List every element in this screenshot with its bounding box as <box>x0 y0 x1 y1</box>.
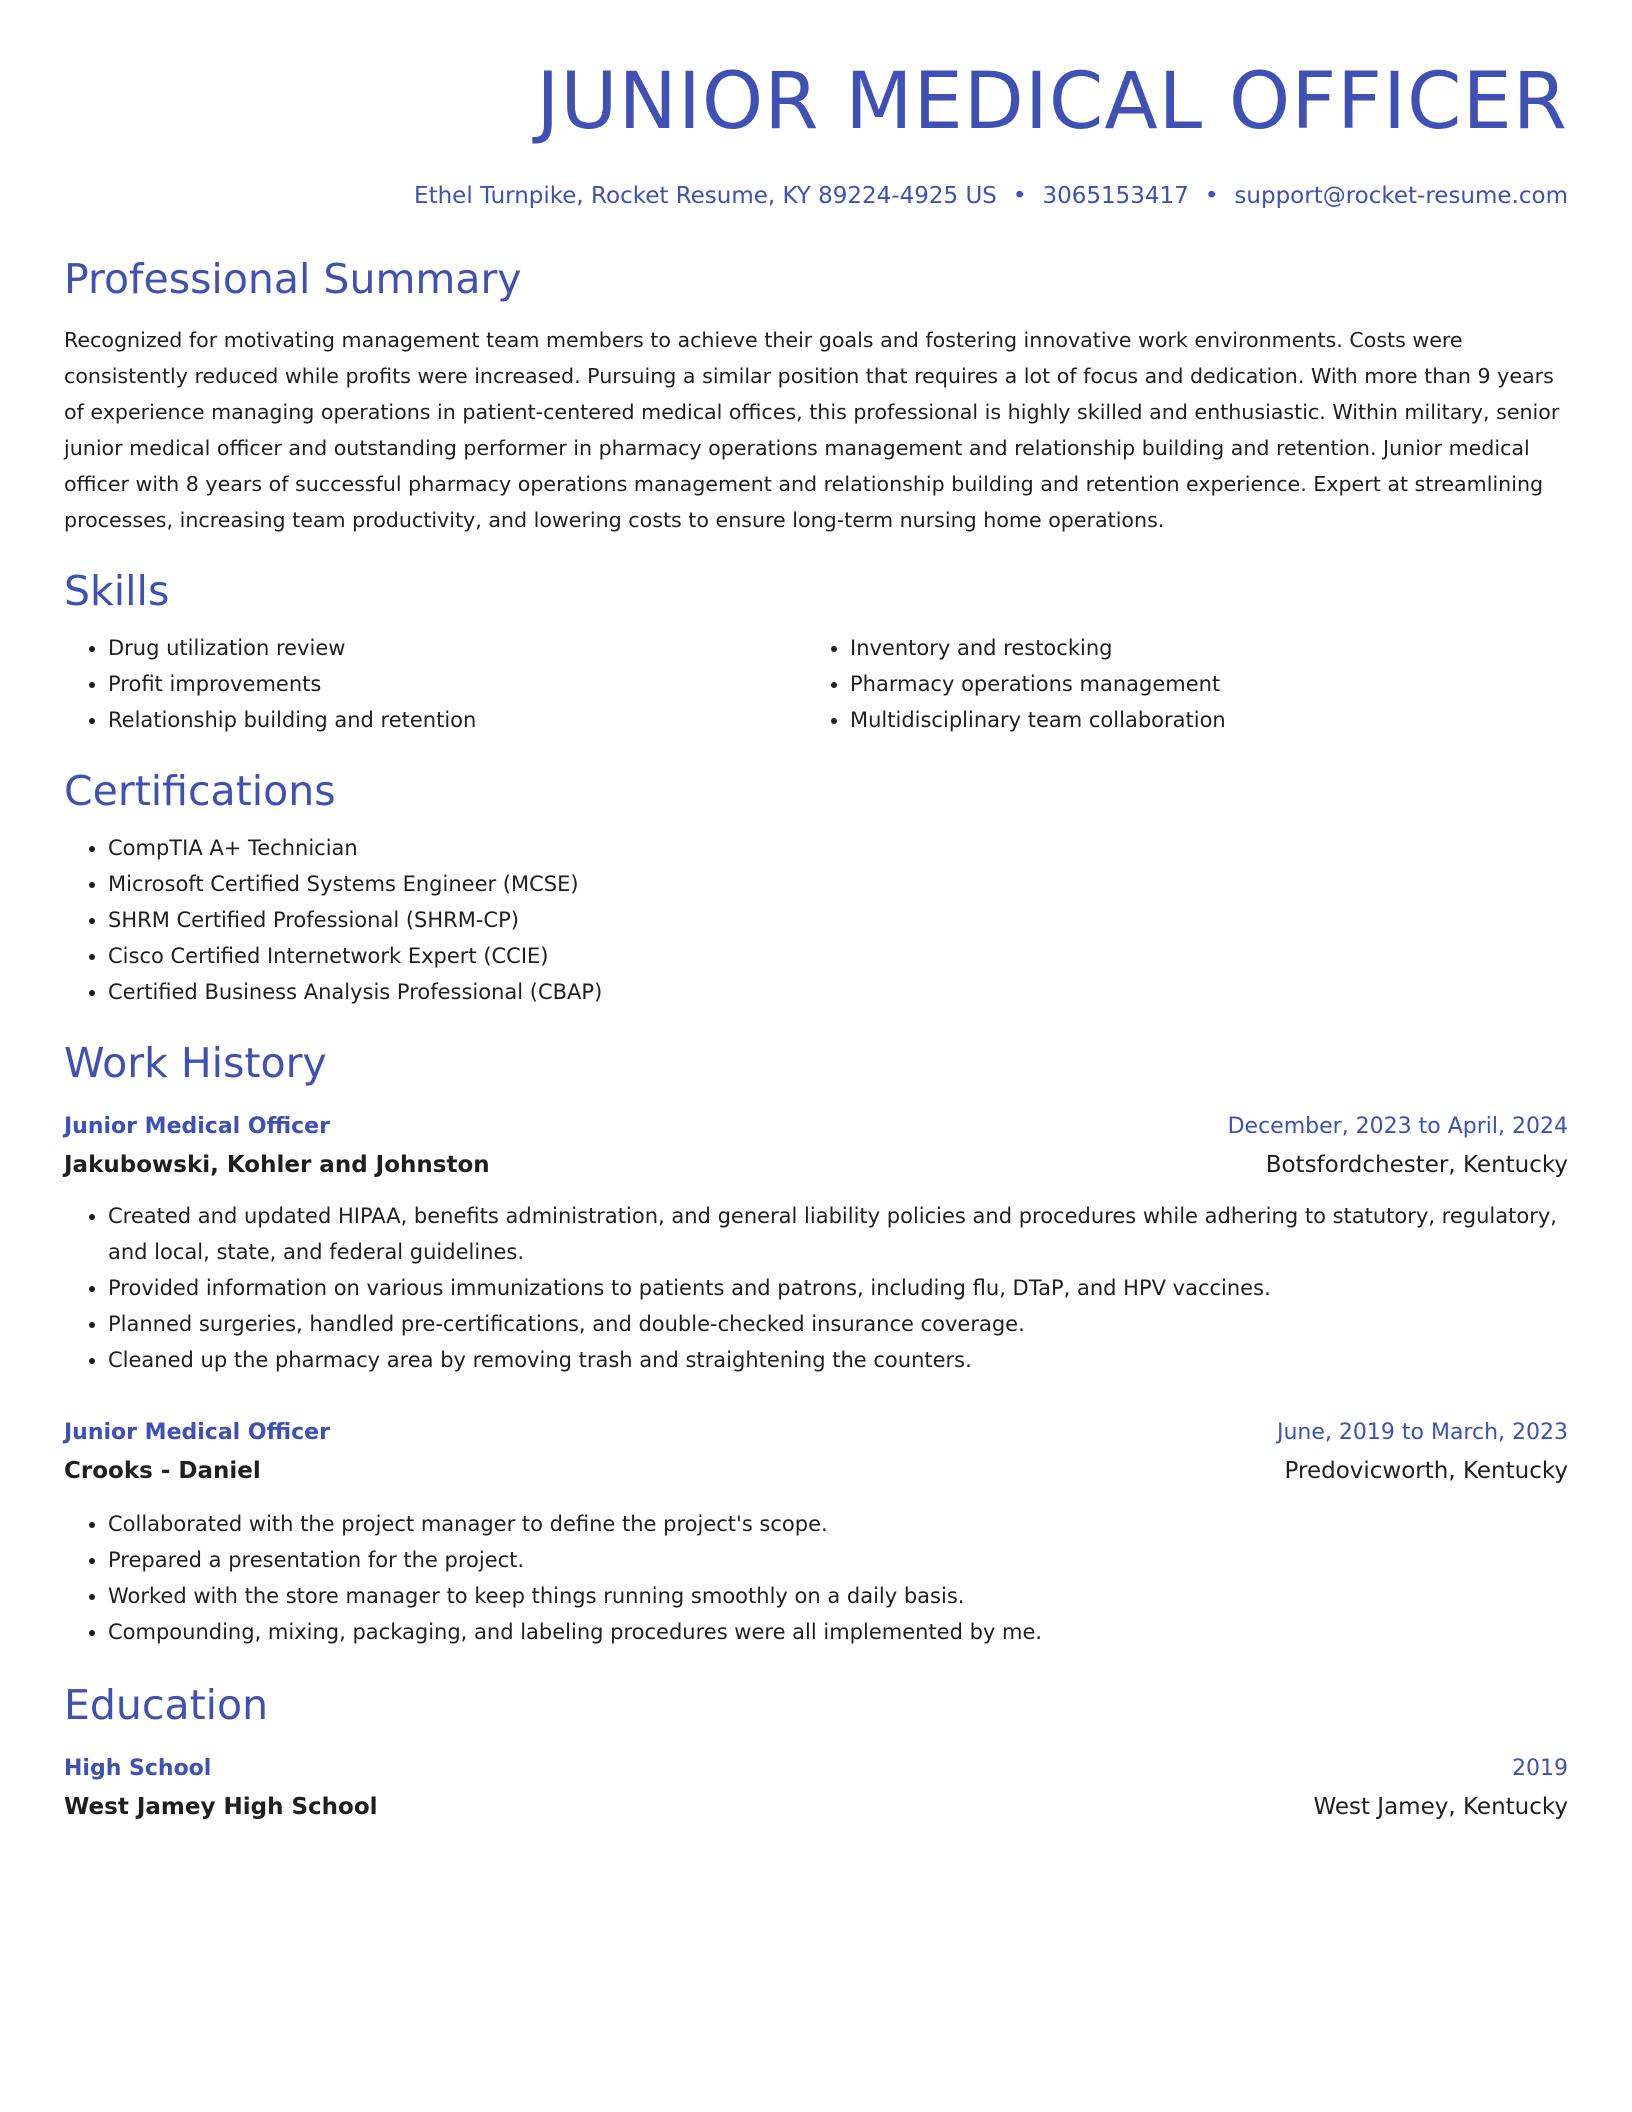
contact-line <box>64 180 1568 212</box>
skill-item: • Profit improvements <box>108 666 806 702</box>
certifications-heading: Certifications <box>64 767 336 815</box>
summary-section <box>64 254 1568 538</box>
skills-heading: Skills <box>64 567 170 615</box>
job-location: Predovicworth, Kentucky <box>1284 1458 1568 1484</box>
skill-item: • Multidisciplinary team collaboration <box>850 702 1548 738</box>
education-year: 2019 <box>1512 1756 1568 1781</box>
skill-item: • Drug utilization review <box>108 630 806 666</box>
work-history-section <box>64 1038 1568 1650</box>
summary-heading: Professional Summary <box>64 255 522 303</box>
skill-item: • Pharmacy operations management <box>850 666 1548 702</box>
certification-item: • Certified Business Analysis Professional (CBAP) <box>108 974 1568 1010</box>
certifications-section <box>64 766 1568 1010</box>
skill-item: • Relationship building and retention <box>108 702 806 738</box>
job-bullets <box>64 1198 1568 1378</box>
work-history-heading: Work History <box>64 1039 327 1087</box>
education-heading: Education <box>64 1681 269 1729</box>
job-bullet: • Created and updated HIPAA, benefits administration, and general liability policies and procedures while adhering to statutory, regulatory, and local, state, and federal guidelines. <box>108 1198 1568 1270</box>
certification-item: • SHRM Certified Professional (SHRM-CP) <box>108 902 1568 938</box>
job-bullet: • Worked with the store manager to keep things running smoothly on a daily basis. <box>108 1578 1568 1614</box>
education-section <box>64 1680 1568 1826</box>
job-dates: June, 2019 to March, 2023 <box>1277 1420 1568 1445</box>
resume-title: JUNIOR MEDICAL OFFICER <box>536 57 1568 147</box>
certification-item: • Cisco Certified Internetwork Expert (CCIE) <box>108 938 1568 974</box>
email: support@rocket-resume.com <box>1234 183 1568 209</box>
education-degree: High School <box>64 1756 212 1781</box>
job-bullet: • Provided information on various immunizations to patients and patrons, including flu, DTaP, and HPV vaccines. <box>108 1270 1568 1306</box>
certification-item: • Microsoft Certified Systems Engineer (MCSE) <box>108 866 1568 902</box>
address: Ethel Turnpike, Rocket Resume, KY 89224-4925 US <box>414 183 997 209</box>
job-entry <box>64 1108 1568 1378</box>
separator-dot: • <box>1012 183 1027 209</box>
job-title: Junior Medical Officer <box>64 1114 330 1139</box>
education-location: West Jamey, Kentucky <box>1313 1794 1568 1820</box>
job-company: Crooks - Daniel <box>64 1458 261 1484</box>
phone: 3065153417 <box>1042 183 1189 209</box>
job-dates: December, 2023 to April, 2024 <box>1227 1114 1568 1139</box>
skills-left-column <box>64 630 806 738</box>
education-school: West Jamey High School <box>64 1794 378 1820</box>
job-entry <box>64 1414 1568 1650</box>
skills-right-column <box>806 630 1548 738</box>
resume-page <box>64 0 1568 1826</box>
job-bullet: • Prepared a presentation for the project. <box>108 1542 1568 1578</box>
job-title: Junior Medical Officer <box>64 1420 330 1445</box>
job-bullet: • Planned surgeries, handled pre-certifications, and double-checked insurance coverage. <box>108 1306 1568 1342</box>
job-company: Jakubowski, Kohler and Johnston <box>64 1152 490 1178</box>
education-entry <box>64 1750 1568 1826</box>
skills-columns <box>64 630 1568 738</box>
certifications-list <box>64 830 1568 1010</box>
job-bullet: • Collaborated with the project manager to define the project's scope. <box>108 1506 1568 1542</box>
job-bullets <box>64 1506 1568 1650</box>
skill-item: • Inventory and restocking <box>850 630 1548 666</box>
separator-dot: • <box>1204 183 1219 209</box>
summary-text: Recognized for motivating management team members to achieve their goals and fostering innovative work environments. Costs were consistently reduced while profits were increased. Pursuing a similar position that requires a lot of focus and dedication. With more than 9 years of experience managing operations in patient-centered medical offices, this professional is highly skilled and enthusiastic. Within military, senior junior medical officer and outstanding performer in pharmacy operations management and relationship building and retention. Junior medical officer with 8 years of successful pharmacy operations management and relationship building and retention experience. Expert at streamlining processes, increasing team productivity, and lowering costs to ensure long-term nursing home operations. <box>64 328 1560 532</box>
certification-item: • CompTIA A+ Technician <box>108 830 1568 866</box>
job-bullet: • Compounding, mixing, packaging, and labeling procedures were all implemented by me. <box>108 1614 1568 1650</box>
job-bullet: • Cleaned up the pharmacy area by removing trash and straightening the counters. <box>108 1342 1568 1378</box>
skills-section <box>64 566 1568 738</box>
job-location: Botsfordchester, Kentucky <box>1265 1152 1568 1178</box>
